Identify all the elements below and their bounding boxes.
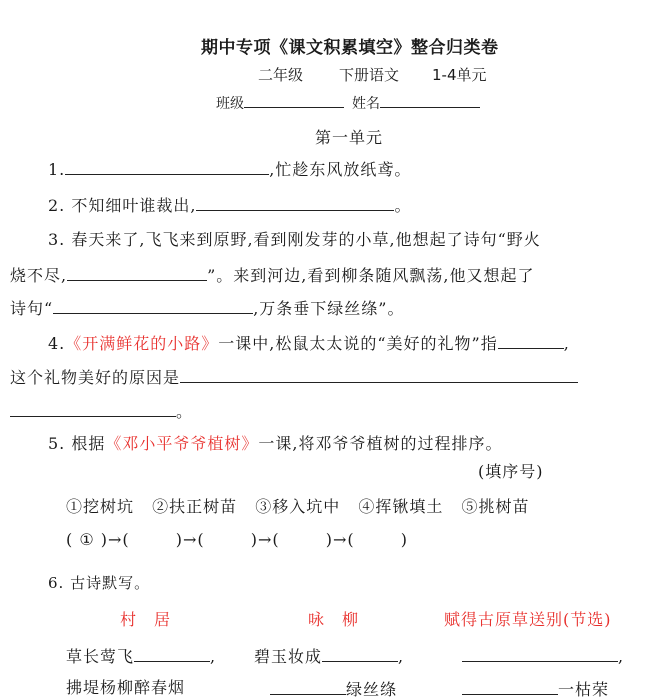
q5-after: 一课,将邓爷爷植树的过程排序。 xyxy=(258,434,503,453)
poem-3-line-2 xyxy=(462,678,609,700)
class-field[interactable] xyxy=(216,91,344,113)
sequence-5: ) xyxy=(400,530,408,549)
q4-blank-3[interactable] xyxy=(10,400,176,417)
poem-1-title: 村 居 xyxy=(120,610,172,629)
q4-comma: , xyxy=(563,334,570,353)
poem-1-blank-1[interactable] xyxy=(134,645,210,662)
question-4-line-2 xyxy=(10,366,578,388)
section-title: 第一单元 xyxy=(315,128,384,147)
class-label: 班级 xyxy=(216,96,244,112)
q4-line2-text: 这个礼物美好的原因是 xyxy=(10,368,181,387)
poem-1-comma: , xyxy=(210,647,217,666)
q4-blank-2[interactable] xyxy=(180,366,578,383)
poem-3-line-1 xyxy=(462,645,624,667)
poem-2-line-2-text: 绿丝绦 xyxy=(346,680,398,699)
question-2 xyxy=(48,194,411,216)
q5-lesson-title: 《邓小平爷爷植树》 xyxy=(105,434,259,453)
poem-2-line-1 xyxy=(254,645,404,667)
question-6-title: 6. 古诗默写。 xyxy=(48,574,151,592)
step-1: ①挖树坑 xyxy=(66,497,135,516)
book-label: 下册语文 xyxy=(339,66,400,84)
question-4-line-3 xyxy=(10,400,193,422)
step-3: ③移入坑中 xyxy=(255,497,341,516)
q4-end: 。 xyxy=(176,402,194,421)
step-4: ④挥锹填土 xyxy=(358,497,444,516)
step-5: ⑤挑树苗 xyxy=(461,497,530,516)
poem-1-line-1-text: 草长莺飞 xyxy=(66,647,135,666)
sequence-4: )→( xyxy=(325,530,355,549)
poem-2-blank-1[interactable] xyxy=(322,645,398,662)
q1-blank[interactable] xyxy=(65,158,269,175)
q3-line3-after: ,万条垂下绿丝绦”。 xyxy=(253,299,405,318)
question-1 xyxy=(48,158,411,180)
q4-lesson-title: 《开满鲜花的小路》 xyxy=(65,334,219,353)
q3-line2-before: 烧不尽, xyxy=(10,266,68,285)
page-title: 期中专项《课文积累填空》整合归类卷 xyxy=(201,38,499,58)
poem-3-blank-2[interactable] xyxy=(462,678,558,695)
poem-3-comma: , xyxy=(618,647,625,666)
q1-number: 1. xyxy=(48,160,66,179)
q4-number: 4. xyxy=(48,334,66,353)
poem-2-comma: , xyxy=(398,647,405,666)
question-3-line-2 xyxy=(10,264,534,286)
question-3-line-1: 3. 春天来了,飞飞来到原野,看到刚发芽的小草,他想起了诗句“野火 xyxy=(48,230,541,249)
poem-3-line-2-text: 一枯荣 xyxy=(558,680,610,699)
sequence-1: ( ① )→( xyxy=(66,530,130,549)
poem-1-line-2: 拂堤杨柳醉春烟 xyxy=(66,678,186,697)
step-2: ②扶正树苗 xyxy=(152,497,238,516)
poem-1-line-1 xyxy=(66,645,216,667)
q3-line3-before: 诗句“ xyxy=(10,299,54,318)
q3-blank-2[interactable] xyxy=(53,297,253,314)
q5-sequence xyxy=(66,530,408,550)
poem-2-line-2 xyxy=(270,678,397,700)
q5-steps xyxy=(66,497,529,517)
poem-3-blank-1[interactable] xyxy=(462,645,618,662)
question-3-line-3 xyxy=(10,297,404,319)
grade-label: 二年级 xyxy=(258,66,304,84)
name-field[interactable] xyxy=(352,91,480,113)
q2-text: 2. 不知细叶谁裁出, xyxy=(48,196,197,215)
q4-blank-1[interactable] xyxy=(498,332,564,349)
poem-2-title: 咏 柳 xyxy=(308,610,360,629)
class-blank[interactable] xyxy=(244,91,344,108)
q4-text: 一课中,松鼠太太说的“美好的礼物”指 xyxy=(218,334,498,353)
name-label: 姓名 xyxy=(352,96,380,112)
name-blank[interactable] xyxy=(380,91,480,108)
question-5-line-1 xyxy=(48,434,502,454)
question-4-line-1 xyxy=(48,332,570,354)
poem-3-title: 赋得古原草送别(节选) xyxy=(444,610,612,629)
q3-line2-after: ”。来到河边,看到柳条随风飘荡,他又想起了 xyxy=(207,266,535,285)
poem-2-line-1-text: 碧玉妆成 xyxy=(254,647,323,666)
sequence-2: )→( xyxy=(175,530,205,549)
q5-hint: (填序号) xyxy=(478,462,544,481)
q2-blank[interactable] xyxy=(196,194,394,211)
q3-blank-1[interactable] xyxy=(67,264,207,281)
q1-text: ,忙趁东风放纸鸢。 xyxy=(269,160,412,179)
units-label: 1-4单元 xyxy=(432,66,487,84)
q2-end: 。 xyxy=(394,196,412,215)
poem-2-blank-2[interactable] xyxy=(270,678,346,695)
sequence-3: )→( xyxy=(250,530,280,549)
q5-before: 5. 根据 xyxy=(48,434,106,453)
